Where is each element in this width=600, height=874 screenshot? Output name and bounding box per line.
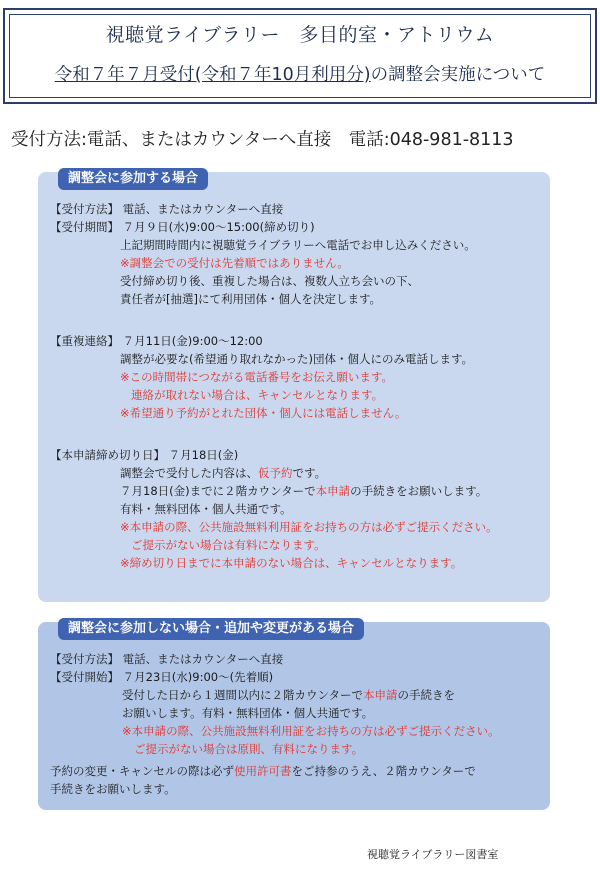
s2-week-post: の手続きを [397, 688, 456, 702]
s1-line-note-card: ※本申請の際、公共施設無料利用証をお持ちの方は必ずご提示ください。 [120, 520, 498, 534]
s1-line-note-order: ※調整会での受付は先着順ではありません。 [120, 256, 349, 270]
s1-provisional-post: です。 [292, 466, 327, 480]
s2-line-note-paid: ご提示がない場合は原則、有料になります。 [134, 742, 364, 756]
s1-line-dup-contact: 【重複連絡】 ７月11日(金)9:00～12:00 [50, 334, 263, 348]
contact-line: 受付方法:電話、またはカウンターへ直接 電話:048-981-8113 [11, 130, 514, 150]
s2-line-method: 【受付方法】 電話、またはカウンターへ直接 [50, 652, 284, 666]
s1-line-common: 有料・無料団体・個人共通です。 [120, 502, 292, 516]
page-subtitle [0, 61, 600, 86]
s1-line-lottery: 責任者が[抽選]にて利用団体・個人を決定します。 [120, 292, 382, 306]
section-not-participate-tab: 調整会に参加しない場合・追加や変更がある場合 [58, 618, 364, 640]
s1-formal-pre: ７月18日(金)までに２階カウンターで [120, 484, 316, 498]
footer-library-name: 視聴覚ライブラリー図書室 [367, 848, 499, 861]
s1-line-provisional [120, 466, 326, 480]
s2-change-post: をご持参のうえ、２階カウンターで [291, 764, 476, 778]
s1-line-note-phone: ※この時間帯につながる電話番号をお伝え願います。 [120, 370, 393, 384]
s2-week-highlight: 本申請 [363, 688, 398, 702]
s1-line-note-deadline: ※締め切り日までに本申請のない場合は、キャンセルとなります。 [120, 556, 463, 570]
s2-line-week [122, 688, 455, 702]
s2-line-change [50, 764, 476, 778]
s1-provisional-pre: 調整会で受付した内容は、 [120, 466, 258, 480]
s1-line-note-cancel: 連絡が取れない場合は、キャンセルとなります。 [131, 388, 384, 402]
s1-line-formal [120, 484, 487, 498]
subtitle-underlined: 令和７年７月受付(令和７年10月利用分) [54, 65, 371, 85]
s1-formal-post: の手続きをお願いします。 [350, 484, 488, 498]
s2-line-procedure: 手続きをお願いします。 [50, 782, 176, 796]
s2-line-note-card: ※本申請の際、公共施設無料利用証をお持ちの方は必ずご提示ください。 [122, 724, 500, 738]
s1-line-method: 【受付方法】 電話、またはカウンターへ直接 [50, 202, 284, 216]
page-title: 視聴覚ライブラリー 多目的室・アトリウム [105, 24, 495, 46]
s1-line-period: 【受付期間】 ７月９日(水)9:00～15:00(締め切り) [50, 220, 315, 234]
s2-line-common: お願いします。有料・無料団体・個人共通です。 [122, 706, 374, 720]
s2-change-highlight: 使用許可書 [234, 764, 292, 778]
subtitle-rest: の調整会実施について [370, 65, 546, 85]
s2-line-start: 【受付開始】 ７月23日(水)9:00～(先着順) [50, 670, 274, 684]
s2-change-pre: 予約の変更・キャンセルの際は必ず [50, 764, 234, 778]
section-participate-tab: 調整会に参加する場合 [58, 168, 208, 190]
s1-line-apply: 上記期間時間内に視聴覚ライブラリーへ電話でお申し込みください。 [120, 238, 476, 252]
s1-line-deadline: 【本申請締め切り日】 ７月18日(金) [50, 448, 239, 462]
s1-line-duplicate: 受付締め切り後、重複した場合は、複数人立ち会いの下、 [120, 274, 419, 288]
s1-line-note-paid: ご提示がない場合は有料になります。 [131, 538, 326, 552]
s1-line-call-only: 調整が必要な(希望通り取れなかった)団体・個人にのみ電話します。 [120, 352, 474, 366]
s1-provisional-highlight: 仮予約 [258, 466, 293, 480]
s1-formal-highlight: 本申請 [315, 484, 351, 498]
s2-week-pre: 受付した日から１週間以内に２階カウンターで [122, 688, 364, 702]
s1-line-note-no-call: ※希望通り予約がとれた団体・個人には電話しません。 [120, 406, 407, 420]
